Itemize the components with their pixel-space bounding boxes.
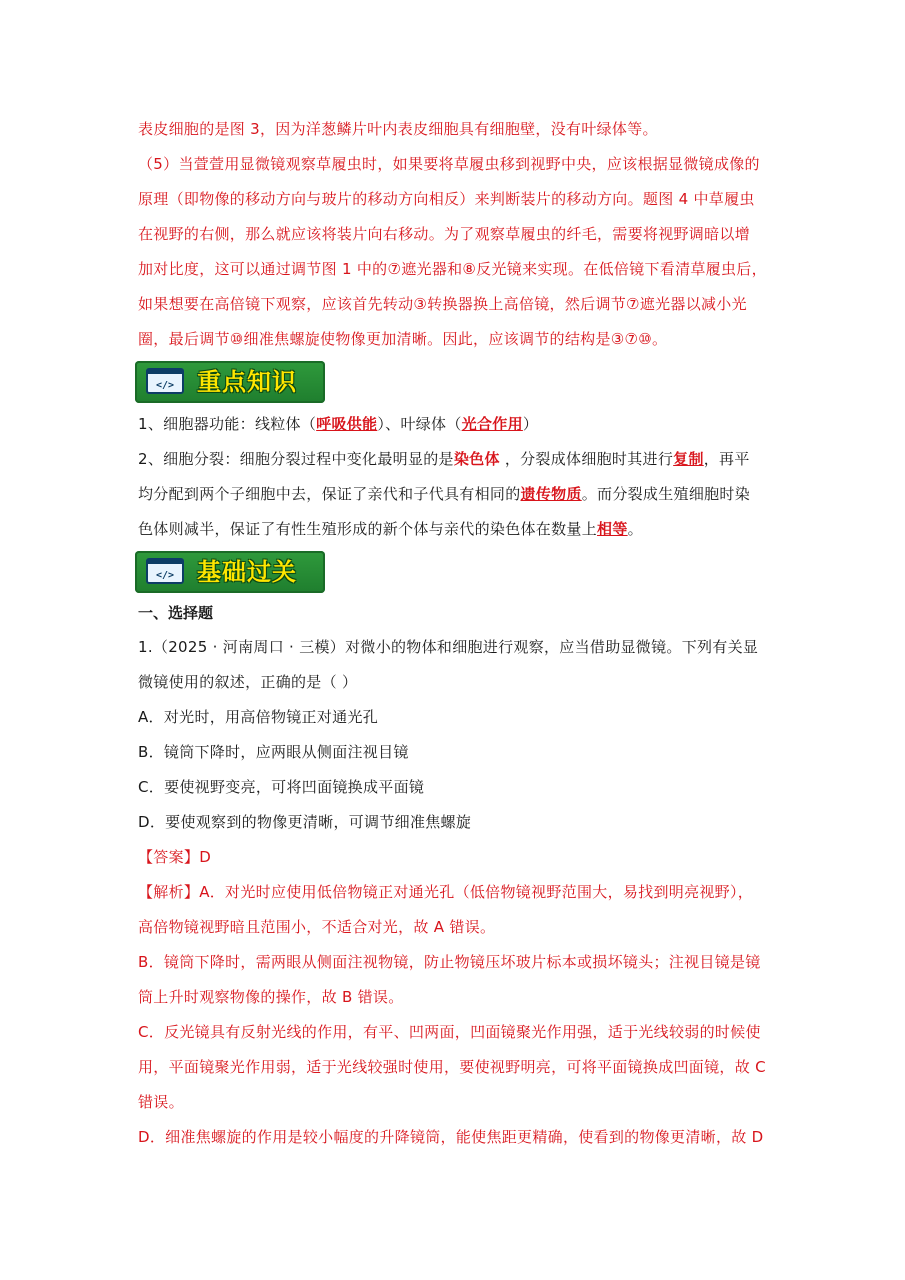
analysis-line: 高倍物镜视野暗且范围小，不适合对光，故 A 错误。 (138, 918, 496, 936)
explanation-line: 在视野的右侧，那么就应该将装片向右移动。为了观察草履虫的纤毛，需要将视野调暗以增 (138, 225, 751, 243)
question-text: 1.（2025 · 河南周口 · 三模）对微小的物体和细胞进行观察，应当借助显微镜。下列有关显 (138, 638, 759, 656)
key-point-2-cont (138, 512, 778, 547)
explanation-line: （5）当萱萱用显微镜观察草履虫时，如果要将草履虫移到视野中央，应该根据显微镜成像的 (138, 155, 760, 173)
analysis-line: 筒上升时观察物像的操作，故 B 错误。 (138, 988, 404, 1006)
question-text: 微镜使用的叙述，正确的是（ ） (138, 673, 358, 691)
explanation-line: 加对比度，这可以通过调节图 1 中的⑦遮光器和⑧反光镜来实现。在低倍镜下看清草履虫后， (138, 260, 767, 278)
svg-text:</>: </> (155, 380, 175, 391)
text: 色体则减半，保证了有性生殖形成的新个体与亲代的染色体在数量上 (138, 520, 598, 538)
analysis-line: B．镜筒下降时，需两眼从侧面注视物镜，防止物镜压坏玻片标本或损坏镜头；注视目镜是镜 (138, 953, 761, 971)
text: 。而分裂成生殖细胞时染 (581, 485, 751, 503)
analysis-line: D．细准焦螺旋的作用是较小幅度的升降镜筒，能使焦距更精确，使看到的物像更清晰，故 D (138, 1128, 764, 1146)
option-c: C．要使视野变亮，可将凹面镜换成平面镜 (138, 778, 425, 796)
highlight: 复制 (673, 450, 704, 468)
svg-text:</>: </> (155, 570, 175, 581)
highlight: 染色体 (453, 450, 500, 468)
text: 1、细胞器功能：线粒体（ (138, 415, 317, 433)
highlight: 相等 (597, 520, 628, 538)
explanation-line: 如果想要在高倍镜下观察，应该首先转动③转换器换上高倍镜，然后调节⑦遮光器以减小光 (138, 295, 747, 313)
text: 均分配到两个子细胞中去，保证了亲代和子代具有相同的 (138, 485, 521, 503)
highlight: 光合作用 (461, 415, 523, 433)
key-point-2-cont (138, 477, 778, 512)
analysis-line: 【解析】A．对光时应使用低倍物镜正对通光孔（低倍物镜视野范围大，易找到明亮视野）， (138, 883, 754, 901)
code-window-icon (145, 557, 185, 587)
answer: 【答案】D (138, 848, 212, 866)
option-d: D．要使观察到的物像更清晰，可调节细准焦螺旋 (138, 813, 472, 831)
analysis-line: 用，平面镜聚光作用弱，适于光线较强时使用，要使视野明亮，可将平面镜换成凹面镜，故 C (138, 1058, 766, 1076)
text: ，再平 (703, 450, 750, 468)
key-point-1 (138, 407, 778, 442)
option-a: A．对光时，用高倍物镜正对通光孔 (138, 708, 379, 726)
explanation-line: 圈，最后调节⑩细准焦螺旋使物像更加清晰。因此，应该调节的结构是③⑦⑩。 (138, 330, 668, 348)
text: ，分裂成体细胞时其进行 (499, 450, 674, 468)
section-title: 重点知识 (197, 368, 297, 396)
analysis-line: C．反光镜具有反射光线的作用，有平、凹两面，凹面镜聚光作用强，适于光线较弱的时候使 (138, 1023, 761, 1041)
key-point-2 (138, 442, 778, 477)
text: 2、细胞分裂：细胞分裂过程中变化最明显的是 (138, 450, 454, 468)
code-window-icon (145, 367, 185, 397)
section-badge-key-knowledge (135, 361, 325, 403)
section-badge-basics (135, 551, 325, 593)
analysis-line: 错误。 (138, 1093, 184, 1111)
text: ） (522, 415, 539, 433)
highlight: 呼吸供能 (316, 415, 378, 433)
text: ）、叶绿体（ (377, 415, 462, 433)
explanation-line: 原理（即物像的移动方向与玻片的移动方向相反）来判断装片的移动方向。题图 4 中草履虫 (138, 190, 755, 208)
explanation-line: 表皮细胞的是图 3，因为洋葱鳞片叶内表皮细胞具有细胞壁，没有叶绿体等。 (138, 120, 658, 138)
option-b: B．镜筒下降时，应两眼从侧面注视目镜 (138, 743, 409, 761)
quiz-heading: 一、选择题 (138, 604, 214, 622)
text: 。 (627, 520, 643, 538)
section-title: 基础过关 (197, 558, 297, 586)
highlight: 遗传物质 (520, 485, 582, 503)
document-page (138, 112, 778, 1155)
